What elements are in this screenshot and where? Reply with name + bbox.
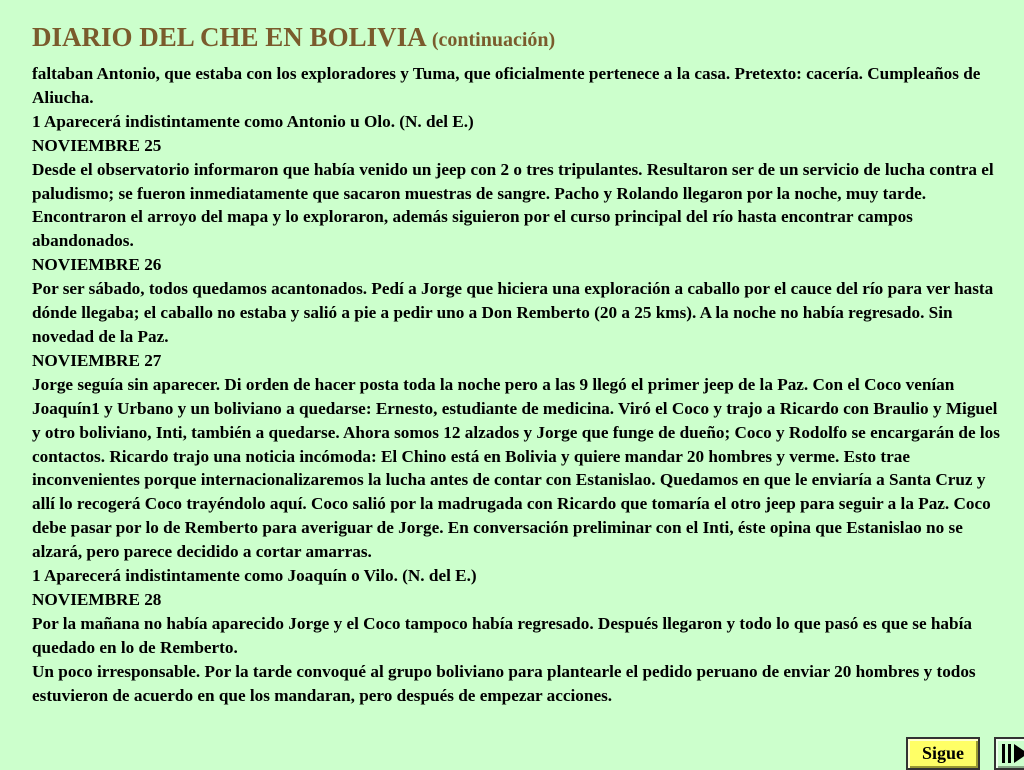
date-heading: NOVIEMBRE 27 [32,350,162,370]
paragraph: Por ser sábado, todos quedamos acantonados. Pedí a Jorge que hiciera una exploración a caballo por el cauce del río para ver hasta dónde llegaba; el caballo no estaba y salió a pie a pedir uno a Don Remberto (20 a 25 kms). A la noche no había regresado. Sin novedad de la Paz. [32,279,994,346]
date-heading: NOVIEMBRE 26 [32,255,162,275]
footnote: 1 Aparecerá indistintamente como Antonio u Olo. (N. del E.) [32,111,474,131]
page-title [32,20,555,57]
title-text: DIARIO DEL CHE EN BOLIVIA [32,22,426,52]
diary-text [32,62,1008,707]
skip-to-end-icon [996,739,1024,768]
paragraph: Jorge seguía sin aparecer. Di orden de hacer posta toda la noche pero a las 9 llegó el primer jeep de la Paz. Con el Coco venían Joaquín1 y Urbano y un boliviano a quedarse: Ernesto, estudiante de medicina. Viró el Coco y trajo a Ricardo con Braulio y Miguel y otro boliviano, Inti, también a quedarse. Ahora somos 12 alzados y Jorge que funge de dueño; Coco y Rodolfo se encargarán de los contactos. Ricardo trajo una noticia incómoda: El Chino está en Bolivia y quiere mandar 20 hombres y verme. Esto trae inconvenientes porque internacionalizaremos la lucha antes de contar con Estanislao. Quedamos en que le enviaría a Santa Cruz y allí lo recogerá Coco trayéndolo aquí. Coco salió por la madrugada con Ricardo que tomaría el otro jeep para seguir a la Paz. Coco debe pasar por lo de Remberto para averiguar de Jorge. En conversación preliminar con el Inti, éste opina que Estanislao no se alzará, pero parece decidido a cortar amarras. [32,374,1000,562]
skip-to-end-button[interactable] [994,737,1024,770]
footnote: 1 Aparecerá indistintamente como Joaquín o Vilo. (N. del E.) [32,566,477,586]
paragraph: Un poco irresponsable. Por la tarde convoqué al grupo boliviano para plantearle el pedido peruano de enviar 20 hombres y todos estuvieron de acuerdo en que los mandaran, pero después de empezar acciones. [32,661,976,705]
date-heading: NOVIEMBRE 25 [32,135,162,155]
date-heading: NOVIEMBRE 28 [32,589,162,609]
next-button-label: Sigue [921,743,964,763]
title-subtitle: (continuación) [431,29,556,51]
paragraph: Desde el observatorio informaron que había venido un jeep con 2 o tres tripulantes. Resultaron ser de un servicio de lucha contra el paludismo; se fueron inmediatamente que sacaron muestras de sangre. Pacho y Rolando llegaron por la noche, muy tarde. Encontraron el arroyo del mapa y lo exploraron, además siguieron por el curso principal del río hasta encontrar campos abandonados. [32,159,994,251]
paragraph: faltaban Antonio, que estaba con los exploradores y Tuma, que oficialmente pertenece a la casa. Pretexto: cacería. Cumpleaños de Aliucha. [32,64,981,107]
next-button[interactable] [906,737,980,770]
paragraph: Por la mañana no había aparecido Jorge y el Coco tampoco había regresado. Después llegaron y todo lo que pasó es que se había quedado en lo de Remberto. [32,613,972,657]
